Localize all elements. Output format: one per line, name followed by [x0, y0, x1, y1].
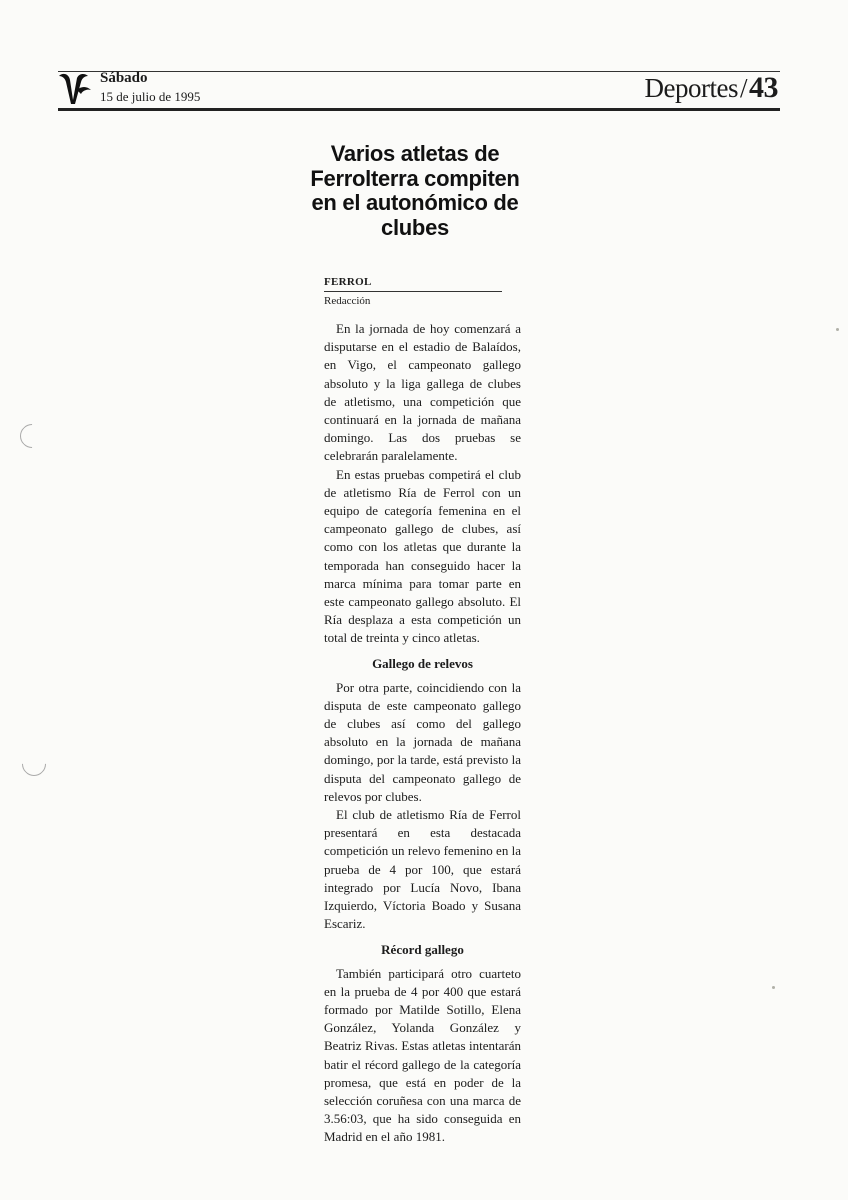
article-body	[324, 320, 521, 1147]
article-headline: Varios atletas de Ferrolterra compiten en el autonómico de clubes	[310, 141, 520, 240]
article-paragraph: El club de atletismo Ría de Ferrol presentará en esta destacada competición un relevo femenino en la prueba de 4 por 100, que estará integrado por Lucía Novo, Ibana Izquierdo, Víctoria Boado y Susana Escariz.	[324, 807, 521, 932]
scan-speck	[836, 328, 839, 331]
article-paragraph: Por otra parte, coincidiendo con la disputa de este campeonato gallego de clubes así como del gallego absoluto en la jornada de mañana domingo, por la tarde, está previsto la disputa del campeonato gallego de relevos por clubes.	[324, 679, 521, 804]
page-number: 43	[749, 71, 778, 104]
binder-hole-mark	[15, 419, 49, 453]
section-header	[645, 72, 778, 104]
masthead-date: 15 de julio de 1995	[100, 89, 201, 104]
byline-place: FERROL	[324, 276, 372, 288]
newspaper-logo-icon	[55, 70, 95, 108]
section-separator: /	[739, 73, 747, 103]
article-paragraph: También participará otro cuarteto en la prueba de 4 por 400 que estará formado por Matilde Sotillo, Elena González, Yolanda González y Beatriz Rivas. Estas atletas intentarán batir el récord gallego de la categoría promesa, que está en poder de la selección coruñesa con una marca de 3.56:03, que ha sido conseguida en Madrid en el año 1981.	[324, 965, 521, 1145]
byline-rule	[324, 291, 502, 292]
masthead-bottom-rule	[58, 108, 780, 111]
section-name: Deportes	[644, 73, 738, 103]
article-subhead: Gallego de relevos	[372, 655, 473, 671]
article-paragraph: En la jornada de hoy comenzará a disputarse en el estadio de Balaídos, en Vigo, el campeonato gallego absoluto y la liga gallega de clubes de atletismo, una competición que continuará en la jornada de mañana domingo. Las dos pruebas se celebrarán paralelamente.	[324, 321, 521, 464]
masthead-day: Sábado	[100, 70, 148, 86]
byline-agency: Redacción	[324, 295, 371, 307]
binder-hole-mark	[17, 747, 51, 781]
byline	[324, 276, 502, 308]
article-subhead: Récord gallego	[381, 941, 464, 957]
article-paragraph: En estas pruebas competirá el club de atletismo Ría de Ferrol con un equipo de categoría femenina en el campeonato gallego de clubes, así como con los atletas que durante la temporada han conseguido hacer la marca mínima para tomar parte en este campeonato gallego absoluto. El Ría desplaza a esta competición un total de treinta y cinco atletas.	[324, 466, 521, 646]
scan-speck	[772, 986, 775, 989]
